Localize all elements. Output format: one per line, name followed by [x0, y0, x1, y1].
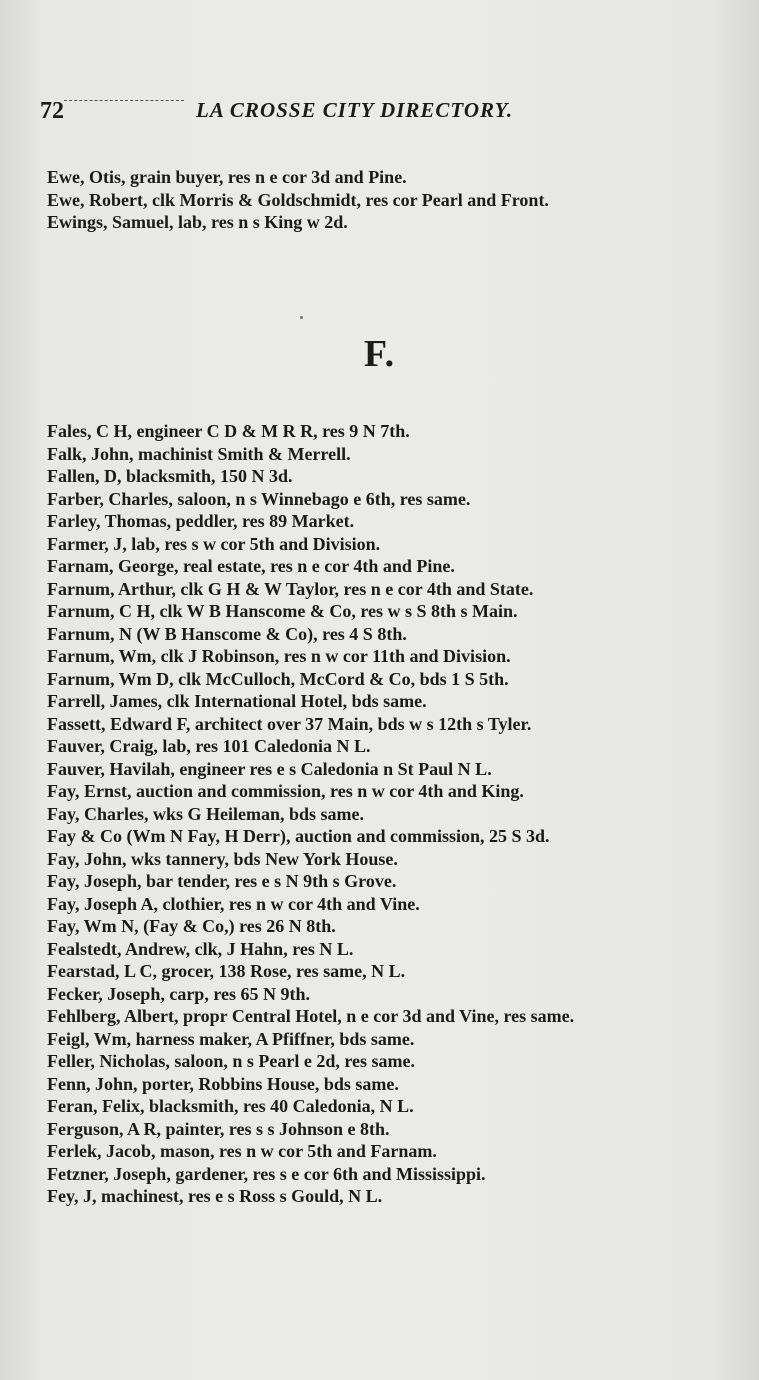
page-number: 72	[40, 98, 64, 124]
list-item: Ewings, Samuel, lab, res n s King w 2d.	[47, 212, 348, 232]
list-item: Fay, Joseph, bar tender, res e s N 9th s Grove.	[47, 871, 397, 891]
list-item: Fearstad, L C, grocer, 138 Rose, res same, N L.	[47, 961, 406, 981]
list-item: Fetzner, Joseph, gardener, res s e cor 6th and Mississippi.	[47, 1163, 486, 1184]
list-item: Farrell, James, clk International Hotel, bds same.	[47, 691, 427, 711]
list-item: Feller, Nicholas, saloon, n s Pearl e 2d, res same.	[47, 1051, 415, 1071]
list-item: Fehlberg, Albert, propr Central Hotel, n e cor 3d and Vine, res same.	[47, 1006, 575, 1026]
list-item: Fey, J, machinest, res e s Ross s Gould, N L.	[47, 1186, 383, 1206]
print-speck	[300, 316, 303, 319]
list-item: Farber, Charles, saloon, n s Winnebago e 6th, res same.	[47, 488, 471, 509]
list-item: Fauver, Craig, lab, res 101 Caledonia N L.	[47, 736, 371, 756]
list-item: Fenn, John, porter, Robbins House, bds same.	[47, 1073, 399, 1094]
list-item: Fay, Ernst, auction and commission, res n w cor 4th and King.	[47, 781, 524, 801]
entries-e-continued	[47, 166, 727, 234]
list-item: Fay, Joseph A, clothier, res n w cor 4th and Vine.	[47, 893, 420, 914]
list-item: Fallen, D, blacksmith, 150 N 3d.	[47, 466, 293, 486]
list-item: Fecker, Joseph, carp, res 65 N 9th.	[47, 983, 310, 1004]
list-item: Farnum, Wm D, clk McCulloch, McCord & Co, bds 1 S 5th.	[47, 668, 509, 689]
list-item: Fay, John, wks tannery, bds New York House.	[47, 848, 398, 869]
page-header	[40, 98, 720, 128]
list-item: Fauver, Havilah, engineer res e s Caledonia n St Paul N L.	[47, 758, 492, 779]
list-item: Fay, Wm N, (Fay & Co,) res 26 N 8th.	[47, 916, 336, 936]
list-item: Farnam, George, real estate, res n e cor 4th and Pine.	[47, 556, 455, 576]
list-item: Ewe, Otis, grain buyer, res n e cor 3d and Pine.	[47, 167, 407, 187]
list-item: Fealstedt, Andrew, clk, J Hahn, res N L.	[47, 938, 354, 959]
list-item: Fay, Charles, wks G Heileman, bds same.	[47, 803, 365, 824]
list-item: Falk, John, machinist Smith & Merrell.	[47, 443, 351, 464]
list-item: Farnum, Wm, clk J Robinson, res n w cor 11th and Division.	[47, 646, 511, 666]
list-item: Farnum, C H, clk W B Hanscome & Co, res w s S 8th s Main.	[47, 601, 518, 621]
list-item: Farnum, N (W B Hanscome & Co), res 4 S 8th.	[47, 623, 407, 644]
section-letter: F.	[363, 333, 396, 375]
list-item: Feran, Felix, blacksmith, res 40 Caledonia, N L.	[47, 1096, 414, 1116]
list-item: Farmer, J, lab, res s w cor 5th and Division.	[47, 533, 381, 554]
entries-f	[47, 420, 727, 1208]
list-item: Ferguson, A R, painter, res s s Johnson e 8th.	[47, 1118, 390, 1139]
list-item: Farnum, Arthur, clk G H & W Taylor, res n e cor 4th and State.	[47, 578, 534, 599]
list-item: Farley, Thomas, peddler, res 89 Market.	[47, 511, 355, 531]
list-item: Fales, C H, engineer C D & M R R, res 9 N 7th.	[47, 421, 410, 441]
list-item: Feigl, Wm, harness maker, A Pfiffner, bds same.	[47, 1028, 415, 1049]
list-item: Ewe, Robert, clk Morris & Goldschmidt, res cor Pearl and Front.	[47, 189, 549, 210]
list-item: Ferlek, Jacob, mason, res n w cor 5th and Farnam.	[47, 1141, 437, 1161]
running-title: LA CROSSE CITY DIRECTORY.	[196, 98, 514, 122]
header-rule	[64, 100, 184, 102]
list-item: Fay & Co (Wm N Fay, H Derr), auction and commission, 25 S 3d.	[47, 826, 550, 846]
list-item: Fassett, Edward F, architect over 37 Main, bds w s 12th s Tyler.	[47, 713, 532, 734]
